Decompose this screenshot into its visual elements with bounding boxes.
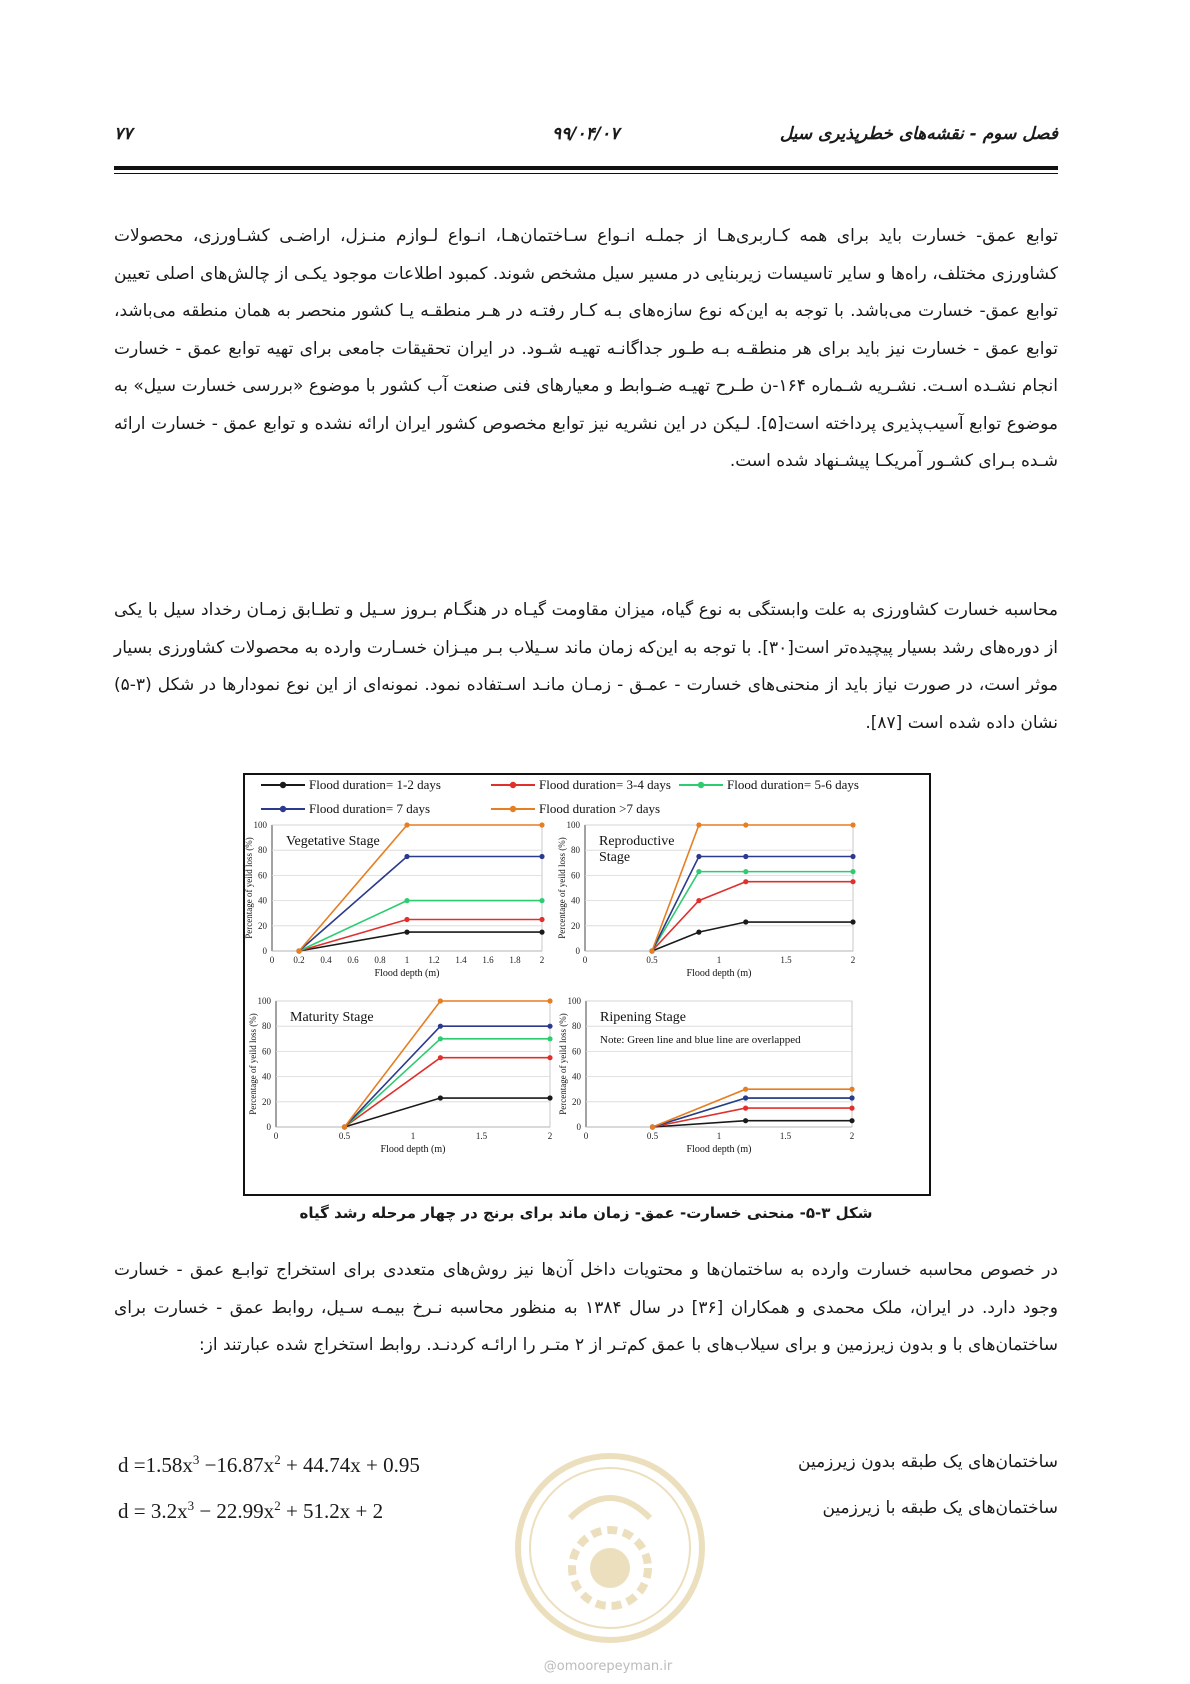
y-tick-label: 20 — [572, 1096, 581, 1107]
y-axis-label: Percentage of yeild loss (%) — [558, 1013, 568, 1115]
x-tick-label: 0 — [583, 1131, 589, 1141]
series-line-0 — [299, 932, 542, 951]
y-tick-label: 60 — [258, 870, 267, 881]
data-point — [438, 998, 443, 1003]
series-line-2 — [653, 1098, 853, 1127]
data-point — [539, 898, 544, 903]
series-line-1 — [652, 882, 853, 951]
legend-entry-1: Flood duration= 3-4 days — [539, 777, 671, 792]
data-point — [850, 869, 855, 874]
data-point — [696, 930, 701, 935]
x-tick-label: 2 — [547, 1131, 553, 1141]
header-date: ۹۹/۰۴/۰۷ — [552, 124, 620, 144]
x-tick-label: 0.8 — [374, 955, 386, 965]
data-point — [849, 1106, 854, 1111]
y-tick-label: 40 — [571, 895, 580, 906]
series-line-4 — [652, 825, 853, 951]
y-tick-label: 0 — [266, 1122, 271, 1132]
watermark-seal — [510, 1448, 710, 1648]
y-tick-label: 0 — [262, 946, 267, 956]
data-point — [539, 917, 544, 922]
x-tick-label: 0.6 — [347, 955, 359, 965]
paragraph-3 — [114, 1252, 1058, 1365]
x-tick-label: 1.6 — [482, 955, 494, 965]
data-point — [539, 822, 544, 827]
y-tick-label: 80 — [572, 1021, 581, 1032]
chart-panel-0 — [245, 820, 545, 979]
y-tick-label: 100 — [257, 996, 271, 1006]
panel-title: Ripening Stage — [600, 1010, 686, 1025]
data-point — [404, 854, 409, 859]
data-point — [438, 1055, 443, 1060]
data-point — [539, 854, 544, 859]
data-point — [539, 930, 544, 935]
data-point — [404, 930, 409, 935]
data-point — [743, 1087, 748, 1092]
series-line-1 — [299, 920, 542, 952]
data-point — [438, 1036, 443, 1041]
y-axis-label: Percentage of yeild loss (%) — [245, 837, 254, 939]
series-line-2 — [345, 1039, 551, 1127]
x-axis-label: Flood depth (m) — [686, 1144, 752, 1155]
data-point — [547, 1055, 552, 1060]
y-tick-label: 80 — [258, 845, 267, 856]
y-tick-label: 20 — [258, 920, 267, 931]
x-tick-label: 0 — [582, 955, 588, 965]
data-point — [438, 1095, 443, 1100]
data-point — [404, 898, 409, 903]
x-tick-label: 0.2 — [293, 955, 305, 965]
data-point — [649, 948, 654, 953]
data-point — [547, 998, 552, 1003]
x-tick-label: 2 — [539, 955, 545, 965]
data-point — [696, 822, 701, 827]
data-point — [296, 948, 301, 953]
y-tick-label: 60 — [571, 870, 580, 881]
data-point — [696, 898, 701, 903]
x-tick-label: 0 — [269, 955, 275, 965]
panel-title-2: Stage — [599, 850, 631, 865]
x-tick-label: 1 — [716, 1131, 722, 1141]
paragraph-2-text: محاسبه خسارت کشاورزی به علت وابستگی به نوع گیاه، میزان مقاومت گیـاه در هنگـام بـروز سـیل و تطـابق زمـان رخداد سیل با یکی از دوره‌های رشد بسیار پیچیده‌تر است[۳۰]. با توجه به این‌که زمان ماند سـیلاب بـر میـزان خسـارت وارده به محصولات کشاورزی بسیار موثر است، در صورت نیاز باید از منحنی‌های خسارت - عمـق - زمـان مانـد اسـتفاده نمود. نمونه‌ای از این نوع نمودارها در شکل (۳-۵) نشان داده شده است [۸۷]. — [114, 600, 1059, 733]
equation-formula-2: $d = 3.2x^3 - 22.99x^2 + 51.2x + 2$ — [118, 1498, 384, 1523]
paragraph-3-text: در خصوص محاسبه خسارت وارده به ساختمان‌ها و محتویات داخل آن‌ها نیز روش‌های متعددی برای استخراج توابـع عمق - خسارت وجود دارد. در ایران، ملک محمدی و همکاران [۳۶] در سال ۱۳۸۴ به منظور محاسبه نـرخ بیمـه سـیل، روابط عمق - خسارت برای ساختمان‌های با و بدون زیرزمین و برای سیلاب‌های با عمق کم‌تـر از ۲ متـر را ارائـه کردنـد. روابط استخراج شده عبارتند از: — [114, 1260, 1058, 1355]
chart-svg — [245, 775, 929, 1194]
data-point — [696, 869, 701, 874]
x-tick-label: 0.4 — [320, 955, 332, 965]
x-axis-label: Flood depth (m) — [374, 968, 440, 979]
data-point — [547, 1036, 552, 1041]
data-point — [650, 1124, 655, 1129]
data-point — [438, 1024, 443, 1029]
y-tick-label: 20 — [571, 920, 580, 931]
page-header — [114, 124, 1058, 154]
data-point — [849, 1118, 854, 1123]
y-tick-label: 40 — [262, 1071, 271, 1082]
x-tick-label: 2 — [850, 955, 856, 965]
header-rule — [114, 166, 1058, 170]
y-tick-label: 80 — [262, 1021, 271, 1032]
series-line-4 — [345, 1001, 551, 1127]
y-tick-label: 60 — [572, 1046, 581, 1057]
series-line-0 — [345, 1098, 551, 1127]
watermark-url: @omoorepeyman.ir — [543, 1659, 673, 1674]
data-point — [849, 1087, 854, 1092]
series-line-0 — [652, 922, 853, 951]
y-axis-label: Percentage of yeild loss (%) — [557, 837, 567, 939]
data-point — [547, 1095, 552, 1100]
paragraph-1-text: توابع عمق- خسارت باید برای همه کـاربری‌هـا از جملـه انـواع سـاختمان‌هـا، انـواع لـوازم منـزل، اراضـی کشـاورزی، محصولات کشاورزی مختلف، راه‌ها و سایر تاسیسات زیربنایی در مسیر سیل مشخص شوند. کمبود اطلاعات موجود یکـی از چالش‌های اصلی تعیین توابع عمق- خسارت می‌باشد. با توجه به این‌که نوع سازه‌های بـه کـار رفتـه در هـر منطقـه یـا کشور منحصر به همان منطقه می‌باشد، توابع عمق - خسارت نیز باید برای هر منطقـه بـه طـور جداگانـه تهیـه شـود. در ایران تحقیقات جامعی برای تهیه توابع عمق - خسارت انجام نشـده اسـت. نشـریه شـماره ۱۶۴-ن طـرح تهیـه ضـوابط و معیارهای فنی صنعت آب کشور با موضوع «بررسی خسارت سیل» به موضوع توابع آسیب‌پذیری پرداخته است[۵]. لـیکن در این نشریه نیز توابع مخصوص کشور ایران ارائه نشده و توابع عمق - خسارت ارائه شـده بـرای کشـور آمریکـا پیشـنهاد شده است. — [114, 226, 1059, 471]
x-tick-label: 0 — [273, 1131, 279, 1141]
data-point — [404, 917, 409, 922]
data-point — [850, 854, 855, 859]
x-tick-label: 0.5 — [338, 1131, 351, 1141]
x-tick-label: 1.8 — [509, 955, 521, 965]
x-tick-label: 1.2 — [428, 955, 440, 965]
x-axis-label: Flood depth (m) — [380, 1144, 446, 1155]
data-point — [850, 879, 855, 884]
x-tick-label: 1.4 — [455, 955, 467, 965]
legend-entry-3: Flood duration= 7 days — [309, 801, 431, 816]
x-tick-label: 1.5 — [475, 1131, 488, 1141]
series-line-3 — [299, 857, 542, 952]
x-tick-label: 1 — [716, 955, 722, 965]
data-point — [850, 919, 855, 924]
y-tick-label: 60 — [262, 1046, 271, 1057]
x-axis-label: Flood depth (m) — [686, 968, 752, 979]
data-point — [849, 1095, 854, 1100]
y-tick-label: 40 — [572, 1071, 581, 1082]
chart-panel-2 — [248, 996, 553, 1155]
y-tick-label: 100 — [253, 820, 267, 830]
y-axis-label: Percentage of yeild loss (%) — [248, 1013, 258, 1115]
equation-label-2: ساختمان‌های یک طبقه با زیرزمین — [822, 1498, 1058, 1518]
legend-entry-2: Flood duration= 5-6 days — [727, 777, 859, 792]
figure-caption: شکل ۳-۵- منحنی خسارت- عمق- زمان ماند برای برنج در چهار مرحله رشد گیاه — [299, 1204, 873, 1222]
x-tick-label: 0.5 — [646, 1131, 659, 1141]
equation-formula-1: $d =1.58x^3 -16.87x^2 + 44.74x + 0.95$ — [118, 1452, 420, 1477]
x-tick-label: 0.5 — [646, 955, 658, 965]
data-point — [743, 879, 748, 884]
panel-title: Maturity Stage — [290, 1010, 374, 1025]
data-point — [404, 822, 409, 827]
chapter-title: فصل سوم - نقشه‌های خطرپذیری سیل — [779, 124, 1058, 144]
figure-yield-loss-charts — [243, 773, 931, 1196]
data-point — [743, 822, 748, 827]
series-line-1 — [345, 1058, 551, 1127]
legend-entry-0: Flood duration= 1-2 days — [309, 777, 441, 792]
y-tick-label: 0 — [576, 1122, 581, 1132]
y-tick-label: 80 — [571, 845, 580, 856]
legend-marker-0 — [280, 782, 286, 788]
data-point — [850, 822, 855, 827]
x-tick-label: 1.5 — [779, 1131, 792, 1141]
legend-marker-2 — [698, 782, 704, 788]
y-tick-label: 100 — [566, 820, 580, 830]
data-point — [696, 854, 701, 859]
page-number: ۷۷ — [114, 124, 133, 144]
chart-panel-3 — [558, 996, 855, 1155]
data-point — [743, 1095, 748, 1100]
legend-marker-1 — [510, 782, 516, 788]
paragraph-1 — [114, 218, 1058, 481]
data-point — [743, 1106, 748, 1111]
y-tick-label: 100 — [567, 996, 581, 1006]
data-point — [547, 1024, 552, 1029]
panel-title: Vegetative Stage — [286, 834, 380, 849]
legend-marker-4 — [510, 806, 516, 812]
legend-marker-3 — [280, 806, 286, 812]
x-tick-label: 1 — [404, 955, 410, 965]
equation-label-1: ساختمان‌های یک طبقه بدون زیرزمین — [798, 1452, 1058, 1472]
y-tick-label: 20 — [262, 1096, 271, 1107]
data-point — [743, 919, 748, 924]
data-point — [743, 854, 748, 859]
x-tick-label: 1.5 — [780, 955, 792, 965]
data-point — [743, 869, 748, 874]
y-tick-label: 40 — [258, 895, 267, 906]
legend-entry-4: Flood duration >7 days — [539, 801, 661, 816]
chart-panel-1 — [557, 820, 856, 979]
y-tick-label: 0 — [575, 946, 580, 956]
x-tick-label: 1 — [410, 1131, 416, 1141]
panel-note: Note: Green line and blue line are overlapped — [600, 1034, 801, 1046]
series-line-3 — [653, 1098, 853, 1127]
paragraph-2 — [114, 592, 1058, 742]
data-point — [342, 1124, 347, 1129]
x-tick-label: 2 — [849, 1131, 855, 1141]
data-point — [743, 1118, 748, 1123]
header-rule-thin — [114, 173, 1058, 174]
panel-title: Reproductive — [599, 834, 675, 849]
